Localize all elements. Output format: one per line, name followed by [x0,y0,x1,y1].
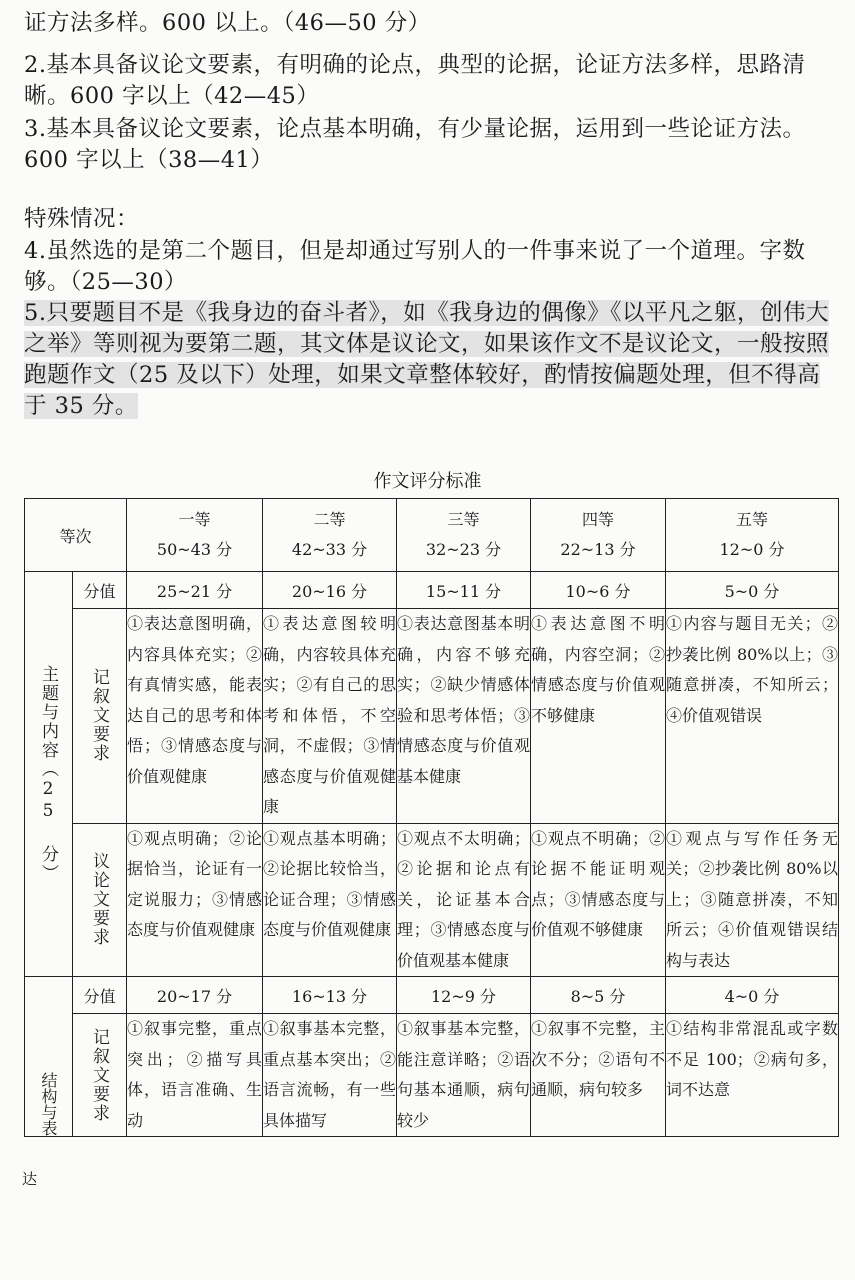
requirement-cell: ①表达意图明确，内容具体充实；②有真情实感，能表达自己的思考和体悟；③情感态度与价值观健康 [127,609,263,824]
paragraph-4: 4.虽然选的是第二个题目，但是却通过写别人的一件事来说了一个道理。字数够。（25—30） [24,238,806,295]
score-cell: 4~0 分 [666,977,839,1014]
requirement-cell: ①表达意图较明确，内容较具体充实；②有自己的思考和体悟，不空洞，不虚假；③情感态度与价值观健康 [263,609,397,824]
section1-score-row [25,572,839,609]
score-label: 分值 [73,977,127,1014]
grade-5: 五等 12~0 分 [666,499,839,572]
argument-label: 议论文要求 [73,823,127,977]
score-cell: 25~21 分 [127,572,263,609]
score-cell: 10~6 分 [531,572,666,609]
grade-header: 等次 [25,499,127,572]
paragraph-1: 证方法多样。600 以上。（46—50 分） [24,10,431,36]
score-cell: 20~16 分 [263,572,397,609]
requirement-cell: ①观点基本明确；②论据比较恰当，论证合理；③情感态度与价值观健康 [263,823,397,977]
score-cell: 20~17 分 [127,977,263,1014]
requirement-cell: ①观点不太明确；②论据和论点有关，论证基本合理；③情感态度与价值观基本健康 [397,823,531,977]
section2-score-row [25,977,839,1014]
score-cell: 5~0 分 [666,572,839,609]
score-cell: 15~11 分 [397,572,531,609]
score-label: 分值 [73,572,127,609]
score-cell: 16~13 分 [263,977,397,1014]
section2-label: 结构与表 [25,977,73,1137]
scoring-table [24,498,839,1137]
section1-argument-row [25,823,839,977]
paragraph-5 [24,298,834,422]
grade-1: 一等 50~43 分 [127,499,263,572]
requirement-cell: ①叙事基本完整，重点基本突出；②语言流畅，有一些具体描写 [263,1014,397,1137]
section1-label: 主题与内容（25 分） [25,572,73,977]
requirement-cell: ①叙事基本完整，能注意详略；②语句基本通顺，病句较少 [397,1014,531,1137]
grade-header-row [25,499,839,572]
requirement-cell: ①表达意图基本明确，内容不够充实；②缺少情感体验和思考体悟；③情感态度与价值观基本健康 [397,609,531,824]
section2-narrative-row [25,1014,839,1137]
requirement-cell: ①观点不明确；②论据不能证明观点；③情感态度与价值观不够健康 [531,823,666,977]
paragraph-3: 3.基本具备议论文要素，论点基本明确，有少量论据，运用到一些论证方法。600 字以上（38—41） [24,116,806,173]
table-title: 作文评分标准 [373,471,482,492]
highlighted-text: 5.只要题目不是《我身边的奋斗者》，如《我身边的偶像》《以平凡之躯，创伟大之举》等则视为要第二题，其文体是议论文，如果该作文不是议论文，一般按照跑题作文（25 及以下）处理，如果文章整体较好，酌情按偏题处理，但不得高于 35 分。 [24,300,830,419]
requirement-cell: ①表达意图不明确，内容空洞；②情感态度与价值观不够健康 [531,609,666,824]
grade-2: 二等 42~33 分 [263,499,397,572]
requirement-cell: ①叙事完整，重点突出；②描写具体，语言准确、生动 [127,1014,263,1137]
section1-narrative-row [25,609,839,824]
score-cell: 8~5 分 [531,977,666,1014]
score-cell: 12~9 分 [397,977,531,1014]
narrative-label: 记叙文要求 [73,1014,127,1137]
narrative-label: 记叙文要求 [73,609,127,824]
paragraph-2: 2.基本具备议论文要素，有明确的论点，典型的论据，论证方法多样，思路清晰。600 字以上（42—45） [24,52,806,109]
requirement-cell: ①结构非常混乱或字数不足 100；②病句多，词不达意 [666,1014,839,1137]
requirement-cell: ①观点明确；②论据恰当，论证有一定说服力；③情感态度与价值观健康 [127,823,263,977]
requirement-cell: ①叙事不完整，主次不分；②语句不通顺，病句较多 [531,1014,666,1137]
requirement-cell: ①观点与写作任务无关；②抄袭比例 80%以上；③随意拼凑，不知所云；④价值观错误结构与表达 [666,823,839,977]
grade-4: 四等 22~13 分 [531,499,666,572]
paragraph-special-heading: 特殊情况： [24,206,140,232]
side-fragment: 达 [22,1170,38,1188]
grade-3: 三等 32~23 分 [397,499,531,572]
requirement-cell: ①内容与题目无关；②抄袭比例 80%以上；③随意拼凑，不知所云；④价值观错误 [666,609,839,824]
